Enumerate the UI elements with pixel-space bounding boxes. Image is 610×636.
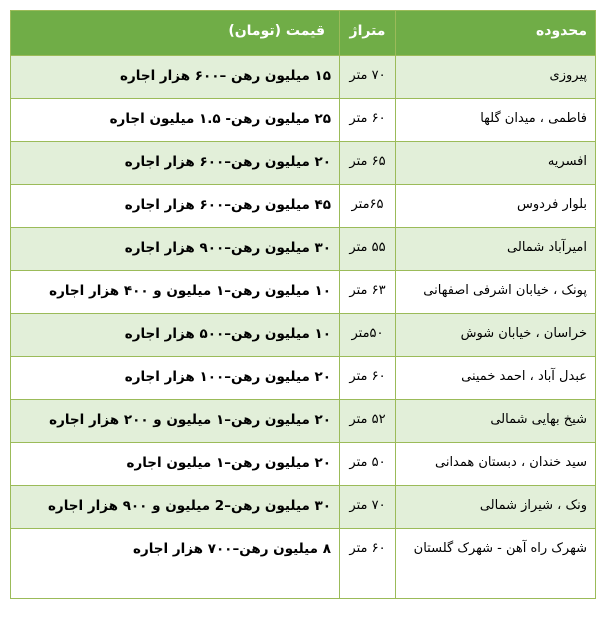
cell-area: افسریه: [396, 142, 596, 185]
cell-size: ۷۰ متر: [340, 486, 396, 529]
cell-price: ۸ میلیون رهن–۷۰۰ هزار اجاره: [11, 529, 340, 599]
table-row: [11, 271, 596, 314]
table-row: [11, 228, 596, 271]
cell-price: ۲۰ میلیون رهن–۶۰۰ هزار اجاره: [11, 142, 340, 185]
cell-area: امیرآباد شمالی: [396, 228, 596, 271]
table-row: [11, 314, 596, 357]
header-area: محدوده: [396, 11, 596, 56]
cell-area: فاطمی ، میدان گلها: [396, 99, 596, 142]
cell-price: ۱۰ میلیون رهن–۱ میلیون و ۴۰۰ هزار اجاره: [11, 271, 340, 314]
header-size: متراژ: [340, 11, 396, 56]
cell-area: شیخ بهایی شمالی: [396, 400, 596, 443]
table-header-row: [11, 11, 596, 56]
cell-size: ۵۵ متر: [340, 228, 396, 271]
cell-area: بلوار فردوس: [396, 185, 596, 228]
cell-area: خراسان ، خیابان شوش: [396, 314, 596, 357]
table-row: [11, 400, 596, 443]
cell-size: ۵۰متر: [340, 314, 396, 357]
cell-price: ۱۵ میلیون رهن –۶۰۰ هزار اجاره: [11, 56, 340, 99]
cell-price: ۱۰ میلیون رهن–۵۰۰ هزار اجاره: [11, 314, 340, 357]
cell-area: پیروزی: [396, 56, 596, 99]
cell-price: ۳۰ میلیون رهن–۹۰۰ هزار اجاره: [11, 228, 340, 271]
cell-price: ۳۰ میلیون رهن–2 میلیون و ۹۰۰ هزار اجاره: [11, 486, 340, 529]
table-row: [11, 443, 596, 486]
rental-price-table: [10, 10, 596, 599]
cell-size: ۶۰ متر: [340, 529, 396, 599]
cell-price: ۲۵ میلیون رهن- ۱.۵ میلیون اجاره: [11, 99, 340, 142]
cell-area: پونک ، خیابان اشرفی اصفهانی: [396, 271, 596, 314]
cell-size: ۶۵ متر: [340, 142, 396, 185]
cell-size: ۵۰ متر: [340, 443, 396, 486]
cell-size: ۶۰ متر: [340, 99, 396, 142]
header-price: قیمت (تومان): [11, 11, 340, 56]
table-row: [11, 56, 596, 99]
cell-size: ۶۰ متر: [340, 357, 396, 400]
cell-area: شهرک راه آهن - شهرک گلستان: [396, 529, 596, 599]
cell-area: ونک ، شیراز شمالی: [396, 486, 596, 529]
cell-size: ۷۰ متر: [340, 56, 396, 99]
cell-price: ۴۵ میلیون رهن–۶۰۰ هزار اجاره: [11, 185, 340, 228]
cell-area: عبدل آباد ، احمد خمینی: [396, 357, 596, 400]
table-row: [11, 99, 596, 142]
table-row: [11, 357, 596, 400]
cell-price: ۲۰ میلیون رهن–۱۰۰ هزار اجاره: [11, 357, 340, 400]
cell-size: ۶۳ متر: [340, 271, 396, 314]
cell-price: ۲۰ میلیون رهن–۱ میلیون و ۲۰۰ هزار اجاره: [11, 400, 340, 443]
cell-size: ۶۵متر: [340, 185, 396, 228]
cell-price: ۲۰ میلیون رهن–۱ میلیون اجاره: [11, 443, 340, 486]
table-row: [11, 529, 596, 599]
table-row: [11, 185, 596, 228]
table-row: [11, 142, 596, 185]
cell-size: ۵۲ متر: [340, 400, 396, 443]
table-row: [11, 486, 596, 529]
cell-area: سید خندان ، دبستان همدانی: [396, 443, 596, 486]
